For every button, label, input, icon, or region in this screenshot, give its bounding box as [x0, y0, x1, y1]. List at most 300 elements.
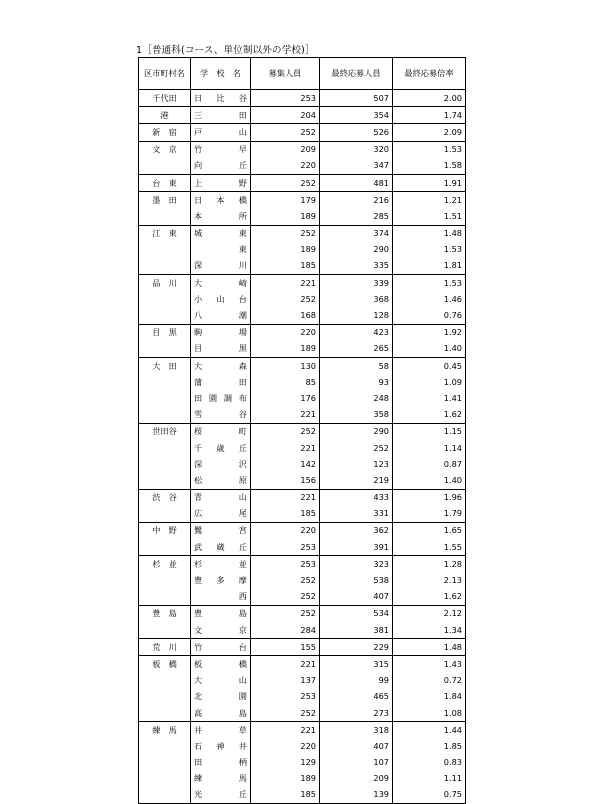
school-name-text: 千 歳 丘 [194, 442, 247, 453]
school-name [191, 225, 251, 242]
school-name [191, 124, 251, 141]
school-name-text: 八 潮 [194, 310, 247, 321]
ratio-value: 0.87 [393, 456, 466, 472]
table-row [139, 307, 466, 324]
ward-name [139, 506, 191, 523]
school-name-text: 板 橋 [194, 658, 247, 669]
school-name [191, 307, 251, 324]
capacity-value: 155 [251, 639, 320, 656]
school-name-text: 上 野 [194, 177, 247, 188]
capacity-value: 220 [251, 738, 320, 754]
school-name [191, 589, 251, 606]
capacity-value: 142 [251, 456, 320, 472]
table-row [139, 605, 466, 622]
table-row [139, 489, 466, 506]
applicants-value: 265 [320, 341, 393, 358]
table-row [139, 291, 466, 307]
school-name-text: 高 島 [194, 707, 247, 718]
table-row [139, 225, 466, 242]
table-row [139, 722, 466, 739]
header-applicants: 最終応募人員 [320, 58, 393, 90]
school-name-text: 戸 山 [194, 126, 247, 137]
capacity-value: 189 [251, 242, 320, 258]
ward-name [139, 673, 191, 689]
table-row [139, 324, 466, 341]
ratio-value: 1.85 [393, 738, 466, 754]
table-row [139, 258, 466, 275]
table-row [139, 90, 466, 107]
school-name-text: 井 草 [194, 724, 247, 735]
applicants-value: 374 [320, 225, 393, 242]
ward-name: 台 東 [139, 174, 191, 191]
capacity-value: 221 [251, 440, 320, 456]
table-row [139, 656, 466, 673]
school-name-text: 練 馬 [194, 773, 247, 784]
ward-name [139, 291, 191, 307]
table-row [139, 755, 466, 771]
school-name-text: 文 京 [194, 624, 247, 635]
ratio-value: 1.62 [393, 589, 466, 606]
ward-name [139, 689, 191, 705]
ratio-value: 1.79 [393, 506, 466, 523]
capacity-value: 252 [251, 705, 320, 722]
applicants-value: 315 [320, 656, 393, 673]
ratio-value: 0.72 [393, 673, 466, 689]
ward-name [139, 390, 191, 406]
capacity-value: 189 [251, 341, 320, 358]
applicants-value: 285 [320, 208, 393, 225]
ward-name: 目 黒 [139, 324, 191, 341]
school-name [191, 539, 251, 556]
school-name [191, 705, 251, 722]
capacity-value: 252 [251, 174, 320, 191]
capacity-value: 204 [251, 107, 320, 124]
school-name-text: 目 黒 [194, 343, 247, 354]
applicants-value: 290 [320, 242, 393, 258]
school-name [191, 656, 251, 673]
header-capacity: 募集人員 [251, 58, 320, 90]
ratio-value: 1.46 [393, 291, 466, 307]
ratio-value: 1.53 [393, 275, 466, 292]
table-row [139, 787, 466, 804]
school-name [191, 556, 251, 573]
capacity-value: 252 [251, 605, 320, 622]
ward-name: 品 川 [139, 275, 191, 292]
ratio-value: 0.76 [393, 307, 466, 324]
ward-name [139, 258, 191, 275]
capacity-value: 221 [251, 407, 320, 424]
applicants-value: 407 [320, 589, 393, 606]
school-name [191, 174, 251, 191]
ratio-value: 1.28 [393, 556, 466, 573]
capacity-value: 179 [251, 192, 320, 209]
school-name-text: 本 所 [194, 210, 247, 221]
applicants-value: 534 [320, 605, 393, 622]
ratio-value: 1.81 [393, 258, 466, 275]
capacity-value: 252 [251, 124, 320, 141]
table-row [139, 141, 466, 158]
school-name [191, 407, 251, 424]
ward-name [139, 622, 191, 639]
header-ratio: 最終応募倍率 [393, 58, 466, 90]
ward-name: 渋 谷 [139, 489, 191, 506]
school-name-text: 城 東 [194, 228, 247, 239]
school-name [191, 291, 251, 307]
capacity-value: 252 [251, 572, 320, 588]
ward-name [139, 539, 191, 556]
school-name [191, 242, 251, 258]
capacity-value: 129 [251, 755, 320, 771]
school-name-text: 大 崎 [194, 277, 247, 288]
capacity-value: 252 [251, 225, 320, 242]
school-name-text: 豊 多 摩 [194, 575, 247, 586]
ward-name: 港 [139, 107, 191, 124]
school-name [191, 258, 251, 275]
school-name-text: 深 川 [194, 260, 247, 271]
capacity-value: 220 [251, 158, 320, 175]
ratio-value: 1.58 [393, 158, 466, 175]
ratio-value: 1.41 [393, 390, 466, 406]
ward-name [139, 407, 191, 424]
school-name [191, 673, 251, 689]
applicants-value: 58 [320, 358, 393, 375]
school-name-text: 東 [238, 244, 247, 255]
table-row [139, 242, 466, 258]
ward-name: 練 馬 [139, 722, 191, 739]
applicants-value: 93 [320, 374, 393, 390]
capacity-value: 253 [251, 539, 320, 556]
table-row [139, 771, 466, 787]
applicants-value: 99 [320, 673, 393, 689]
capacity-value: 221 [251, 489, 320, 506]
capacity-value: 252 [251, 291, 320, 307]
applicants-value: 320 [320, 141, 393, 158]
applicants-value: 290 [320, 423, 393, 440]
applicants-value: 273 [320, 705, 393, 722]
school-name [191, 472, 251, 489]
school-name [191, 639, 251, 656]
table-row [139, 589, 466, 606]
ratio-value: 1.53 [393, 141, 466, 158]
header-ward: 区市町村名 [139, 58, 191, 90]
ward-name: 千代田 [139, 90, 191, 107]
ward-name: 豊 島 [139, 605, 191, 622]
school-name-text: 松 原 [194, 474, 247, 485]
ratio-value: 1.55 [393, 539, 466, 556]
table-row [139, 208, 466, 225]
school-name-text: 竹 台 [194, 641, 247, 652]
ward-name [139, 787, 191, 804]
ward-name: 板 橋 [139, 656, 191, 673]
capacity-value: 221 [251, 656, 320, 673]
ratio-value: 2.12 [393, 605, 466, 622]
applicants-value: 318 [320, 722, 393, 739]
ward-name [139, 572, 191, 588]
table-row [139, 456, 466, 472]
applicants-value: 107 [320, 755, 393, 771]
school-name-text: 北 園 [194, 691, 247, 702]
school-name-text: 武 蔵 丘 [194, 541, 247, 552]
applicants-value: 362 [320, 522, 393, 539]
ratio-value: 1.48 [393, 225, 466, 242]
ratio-value: 1.65 [393, 522, 466, 539]
ratio-value: 1.40 [393, 472, 466, 489]
school-name [191, 722, 251, 739]
ward-name [139, 374, 191, 390]
applicants-value: 368 [320, 291, 393, 307]
school-name-text: 向 丘 [194, 160, 247, 171]
capacity-value: 221 [251, 722, 320, 739]
applicants-value: 433 [320, 489, 393, 506]
ward-name [139, 738, 191, 754]
capacity-value: 137 [251, 673, 320, 689]
table-row [139, 407, 466, 424]
table-row [139, 639, 466, 656]
table-row [139, 174, 466, 191]
ratio-value: 1.34 [393, 622, 466, 639]
applicants-value: 323 [320, 556, 393, 573]
school-name [191, 390, 251, 406]
ratio-value: 1.15 [393, 423, 466, 440]
ward-name [139, 158, 191, 175]
ward-name [139, 208, 191, 225]
table-row [139, 556, 466, 573]
capacity-value: 156 [251, 472, 320, 489]
school-name [191, 738, 251, 754]
school-name-text: 西 [238, 591, 247, 602]
school-name-text: 広 尾 [194, 508, 247, 519]
applicants-value: 358 [320, 407, 393, 424]
school-name-text: 蒲 田 [194, 376, 247, 387]
applicants-value: 347 [320, 158, 393, 175]
ward-name: 荒 川 [139, 639, 191, 656]
ward-name: 文 京 [139, 141, 191, 158]
ratio-value: 1.51 [393, 208, 466, 225]
ratio-value: 1.91 [393, 174, 466, 191]
ward-name: 江 東 [139, 225, 191, 242]
ratio-value: 2.00 [393, 90, 466, 107]
ratio-value: 1.62 [393, 407, 466, 424]
school-name [191, 275, 251, 292]
table-caption: 1［普通科(コース、単位制以外の学校)］ [136, 45, 315, 56]
ratio-value: 1.43 [393, 656, 466, 673]
ward-name [139, 472, 191, 489]
table-row [139, 572, 466, 588]
school-name [191, 423, 251, 440]
capacity-value: 220 [251, 522, 320, 539]
table-row [139, 522, 466, 539]
table-row [139, 738, 466, 754]
capacity-value: 253 [251, 556, 320, 573]
school-name [191, 522, 251, 539]
school-name-text: 青 山 [194, 492, 247, 503]
capacity-value: 284 [251, 622, 320, 639]
capacity-value: 253 [251, 90, 320, 107]
capacity-value: 189 [251, 771, 320, 787]
ratio-value: 1.08 [393, 705, 466, 722]
ratio-value: 1.53 [393, 242, 466, 258]
header-school: 学 校 名 [191, 58, 251, 90]
school-name [191, 358, 251, 375]
applicants-value: 123 [320, 456, 393, 472]
ward-name [139, 440, 191, 456]
school-name [191, 622, 251, 639]
ward-name: 世田谷 [139, 423, 191, 440]
applicants-value: 339 [320, 275, 393, 292]
table-row [139, 423, 466, 440]
capacity-value: 220 [251, 324, 320, 341]
capacity-value: 185 [251, 258, 320, 275]
school-name-text: 豊 島 [194, 608, 247, 619]
school-name [191, 489, 251, 506]
table-row [139, 539, 466, 556]
school-name-text: 大 山 [194, 675, 247, 686]
ratio-value: 0.83 [393, 755, 466, 771]
school-name [191, 456, 251, 472]
school-name-text: 桜 町 [194, 426, 247, 437]
applicants-value: 331 [320, 506, 393, 523]
ward-name: 新 宿 [139, 124, 191, 141]
school-name-text: 深 沢 [194, 458, 247, 469]
ratio-value: 1.21 [393, 192, 466, 209]
applicants-value: 538 [320, 572, 393, 588]
school-name-text: 杉 並 [194, 558, 247, 569]
table-row [139, 472, 466, 489]
ward-name [139, 771, 191, 787]
ratio-value: 1.84 [393, 689, 466, 705]
school-name [191, 141, 251, 158]
school-name-text: 大 森 [194, 360, 247, 371]
ward-name [139, 341, 191, 358]
applicants-value: 526 [320, 124, 393, 141]
applicants-value: 481 [320, 174, 393, 191]
ratio-value: 1.96 [393, 489, 466, 506]
applicants-value: 423 [320, 324, 393, 341]
applicants-value: 407 [320, 738, 393, 754]
applicants-value: 381 [320, 622, 393, 639]
applicants-value: 252 [320, 440, 393, 456]
table-row [139, 124, 466, 141]
school-name-text: 光 丘 [194, 789, 247, 800]
school-name [191, 208, 251, 225]
table-row [139, 192, 466, 209]
school-name [191, 374, 251, 390]
ratio-value: 1.74 [393, 107, 466, 124]
school-name [191, 787, 251, 804]
applicants-value: 248 [320, 390, 393, 406]
capacity-value: 252 [251, 589, 320, 606]
school-name [191, 90, 251, 107]
school-name-text: 竹 早 [194, 144, 247, 155]
school-name-text: 日 本 橋 [194, 194, 247, 205]
ratio-value: 0.75 [393, 787, 466, 804]
ratio-value: 1.11 [393, 771, 466, 787]
school-name-text: 日 比 谷 [194, 92, 247, 103]
ward-name: 大 田 [139, 358, 191, 375]
capacity-value: 168 [251, 307, 320, 324]
school-name [191, 572, 251, 588]
applicants-value: 139 [320, 787, 393, 804]
school-name [191, 158, 251, 175]
school-name [191, 605, 251, 622]
school-name [191, 440, 251, 456]
ratio-value: 2.09 [393, 124, 466, 141]
ratio-value: 1.40 [393, 341, 466, 358]
applicants-value: 507 [320, 90, 393, 107]
table-row [139, 440, 466, 456]
ratio-value: 1.44 [393, 722, 466, 739]
school-name-text: 小 山 台 [194, 293, 247, 304]
table-row [139, 374, 466, 390]
ward-name [139, 589, 191, 606]
applicants-value: 465 [320, 689, 393, 705]
applicants-value: 335 [320, 258, 393, 275]
capacity-value: 221 [251, 275, 320, 292]
school-name [191, 341, 251, 358]
table-header [139, 58, 466, 90]
school-name [191, 771, 251, 787]
capacity-value: 185 [251, 506, 320, 523]
capacity-value: 252 [251, 423, 320, 440]
capacity-value: 209 [251, 141, 320, 158]
ward-name [139, 755, 191, 771]
applicants-value: 216 [320, 192, 393, 209]
table-body [139, 90, 466, 804]
ward-name [139, 456, 191, 472]
school-name [191, 755, 251, 771]
school-name-text: 雪 谷 [194, 409, 247, 420]
school-name-text: 鷺 宮 [194, 525, 247, 536]
ward-name: 墨 田 [139, 192, 191, 209]
school-name [191, 506, 251, 523]
ward-name [139, 242, 191, 258]
capacity-value: 189 [251, 208, 320, 225]
capacity-value: 130 [251, 358, 320, 375]
ratio-value: 1.48 [393, 639, 466, 656]
ward-name: 杉 並 [139, 556, 191, 573]
applicants-value: 219 [320, 472, 393, 489]
ratio-value: 1.92 [393, 324, 466, 341]
ratio-value: 0.45 [393, 358, 466, 375]
school-name-text: 駒 場 [194, 327, 247, 338]
school-name [191, 107, 251, 124]
table-row [139, 506, 466, 523]
table-row [139, 689, 466, 705]
applicants-value: 209 [320, 771, 393, 787]
capacity-value: 176 [251, 390, 320, 406]
table-row [139, 107, 466, 124]
ward-name: 中 野 [139, 522, 191, 539]
applicants-table [138, 57, 466, 804]
capacity-value: 253 [251, 689, 320, 705]
capacity-value: 85 [251, 374, 320, 390]
applicants-value: 354 [320, 107, 393, 124]
table-row [139, 158, 466, 175]
school-name [191, 324, 251, 341]
table-row [139, 705, 466, 722]
school-name [191, 689, 251, 705]
applicants-value: 391 [320, 539, 393, 556]
table-row [139, 673, 466, 689]
table-row [139, 358, 466, 375]
applicants-value: 229 [320, 639, 393, 656]
table-row [139, 622, 466, 639]
school-name-text: 田 園 調 布 [194, 392, 247, 403]
ward-name [139, 705, 191, 722]
ratio-value: 1.09 [393, 374, 466, 390]
school-name-text: 三 田 [194, 109, 247, 120]
table-row [139, 341, 466, 358]
